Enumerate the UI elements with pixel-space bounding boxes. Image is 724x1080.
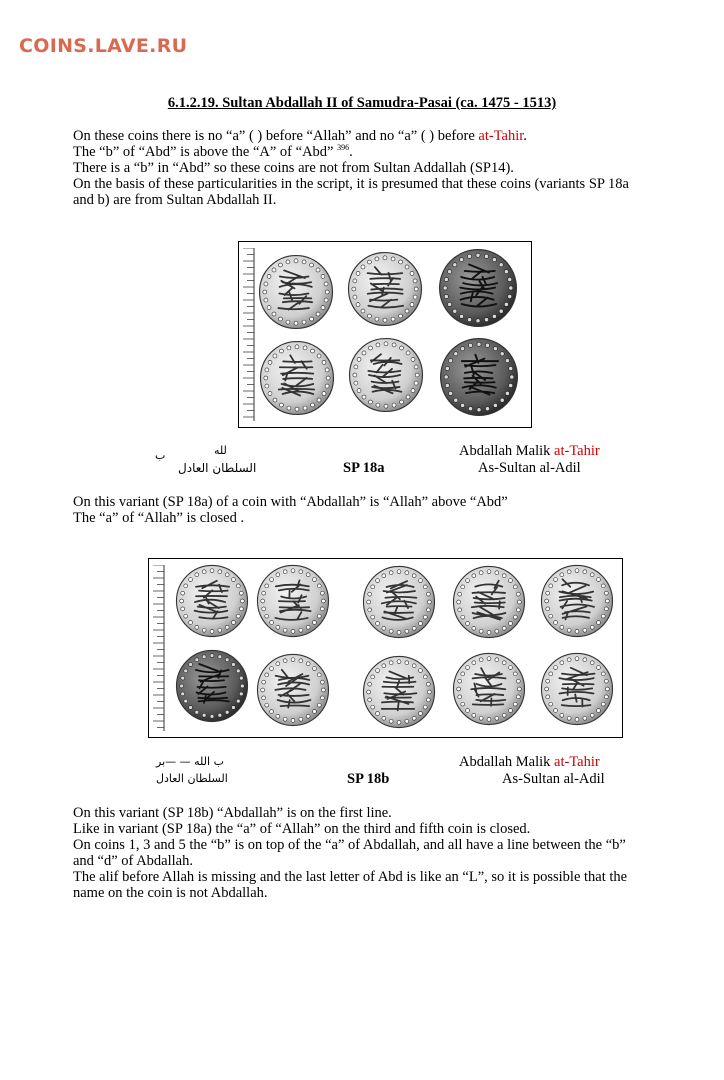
- arabic-mark-sp18a: ب: [155, 449, 166, 462]
- coin-plate-sp18b: [148, 558, 623, 738]
- arabic-legend-bottom-sp18a: السلطان العادل: [178, 461, 257, 475]
- coin-image: [540, 564, 614, 638]
- coin-image: [540, 652, 614, 726]
- intro-line-3: There is a “b” in “Abd” so these coins are not from Sultan Addallah (SP14).: [73, 160, 514, 176]
- coin-image: [362, 565, 436, 639]
- translation-line-2-sp18a: As-Sultan al-Adil: [478, 460, 581, 476]
- section-title: 6.1.2.19. Sultan Abdallah II of Samudra-Pasai (ca. 1475 - 1513): [167, 95, 557, 111]
- footnote-ref: 396: [337, 143, 350, 153]
- site-watermark: COINS.LAVE.RU: [19, 35, 188, 57]
- coin-plate-sp18a: [238, 241, 532, 428]
- variant-label-sp18a: SP 18a: [343, 460, 385, 476]
- sp18b-description: On this variant (SP 18b) “Abdallah” is on the first line. Like in variant (SP 18a) the “a” of “Allah” on the third and fifth coin is closed. On coins 1, 3 and 5 the “b” is on top of the “a” of Abdallah, and all have a line between the “b” and “d” of Abdallah. The alif before Allah is missing and the last letter of Abd is like an “L”, so it is possible that the name on the coin is not Abdallah.: [73, 805, 628, 901]
- coin-image: [256, 653, 330, 727]
- at-tahir-highlight: at-Tahir: [478, 128, 524, 144]
- translation-line-1-sp18a: Abdallah Malik at-Tahir: [459, 443, 600, 459]
- intro-paragraph: [73, 128, 693, 208]
- arabic-legend-bottom-sp18b: السلطان العادل: [156, 772, 228, 785]
- coin-image: [452, 565, 526, 639]
- sp18a-description: On this variant (SP 18a) of a coin with “Abdallah” is “Allah” above “Abd” The “a” of “Allah” is closed .: [73, 494, 508, 526]
- coin-image: [438, 248, 518, 328]
- coin-image: [439, 337, 519, 417]
- coin-image: [175, 564, 249, 638]
- coin-image: [452, 652, 526, 726]
- variant-label-sp18b: SP 18b: [347, 771, 390, 787]
- intro-line-5: and b) are from Sultan Abdallah II.: [73, 192, 277, 208]
- arabic-legend-top-sp18a: لله: [214, 444, 227, 457]
- coin-image: [258, 254, 334, 330]
- coin-image: [259, 340, 335, 416]
- intro-line-4: On the basis of these particularities in the script, it is presumed that these coins (variants SP 18a: [73, 176, 629, 192]
- coin-image: [348, 337, 424, 413]
- measurement-ruler: [243, 248, 255, 421]
- coin-image: [256, 564, 330, 638]
- translation-line-1-sp18b: Abdallah Malik at-Tahir: [459, 754, 600, 770]
- measurement-ruler: [153, 565, 165, 731]
- translation-line-2-sp18b: As-Sultan al-Adil: [502, 771, 605, 787]
- coin-image: [362, 655, 436, 729]
- intro-line-2: The “b” of “Abd” is above the “A” of “Abd” $^{396}$.: [73, 143, 353, 160]
- arabic-legend-top-sp18b: ب الله — —بر: [156, 755, 224, 768]
- coin-image: [347, 251, 423, 327]
- coin-image: [175, 649, 249, 723]
- intro-line-1: On these coins there is no “a” ( ) before “Allah” and no “a” ( ) before at-Tahir.: [73, 128, 527, 144]
